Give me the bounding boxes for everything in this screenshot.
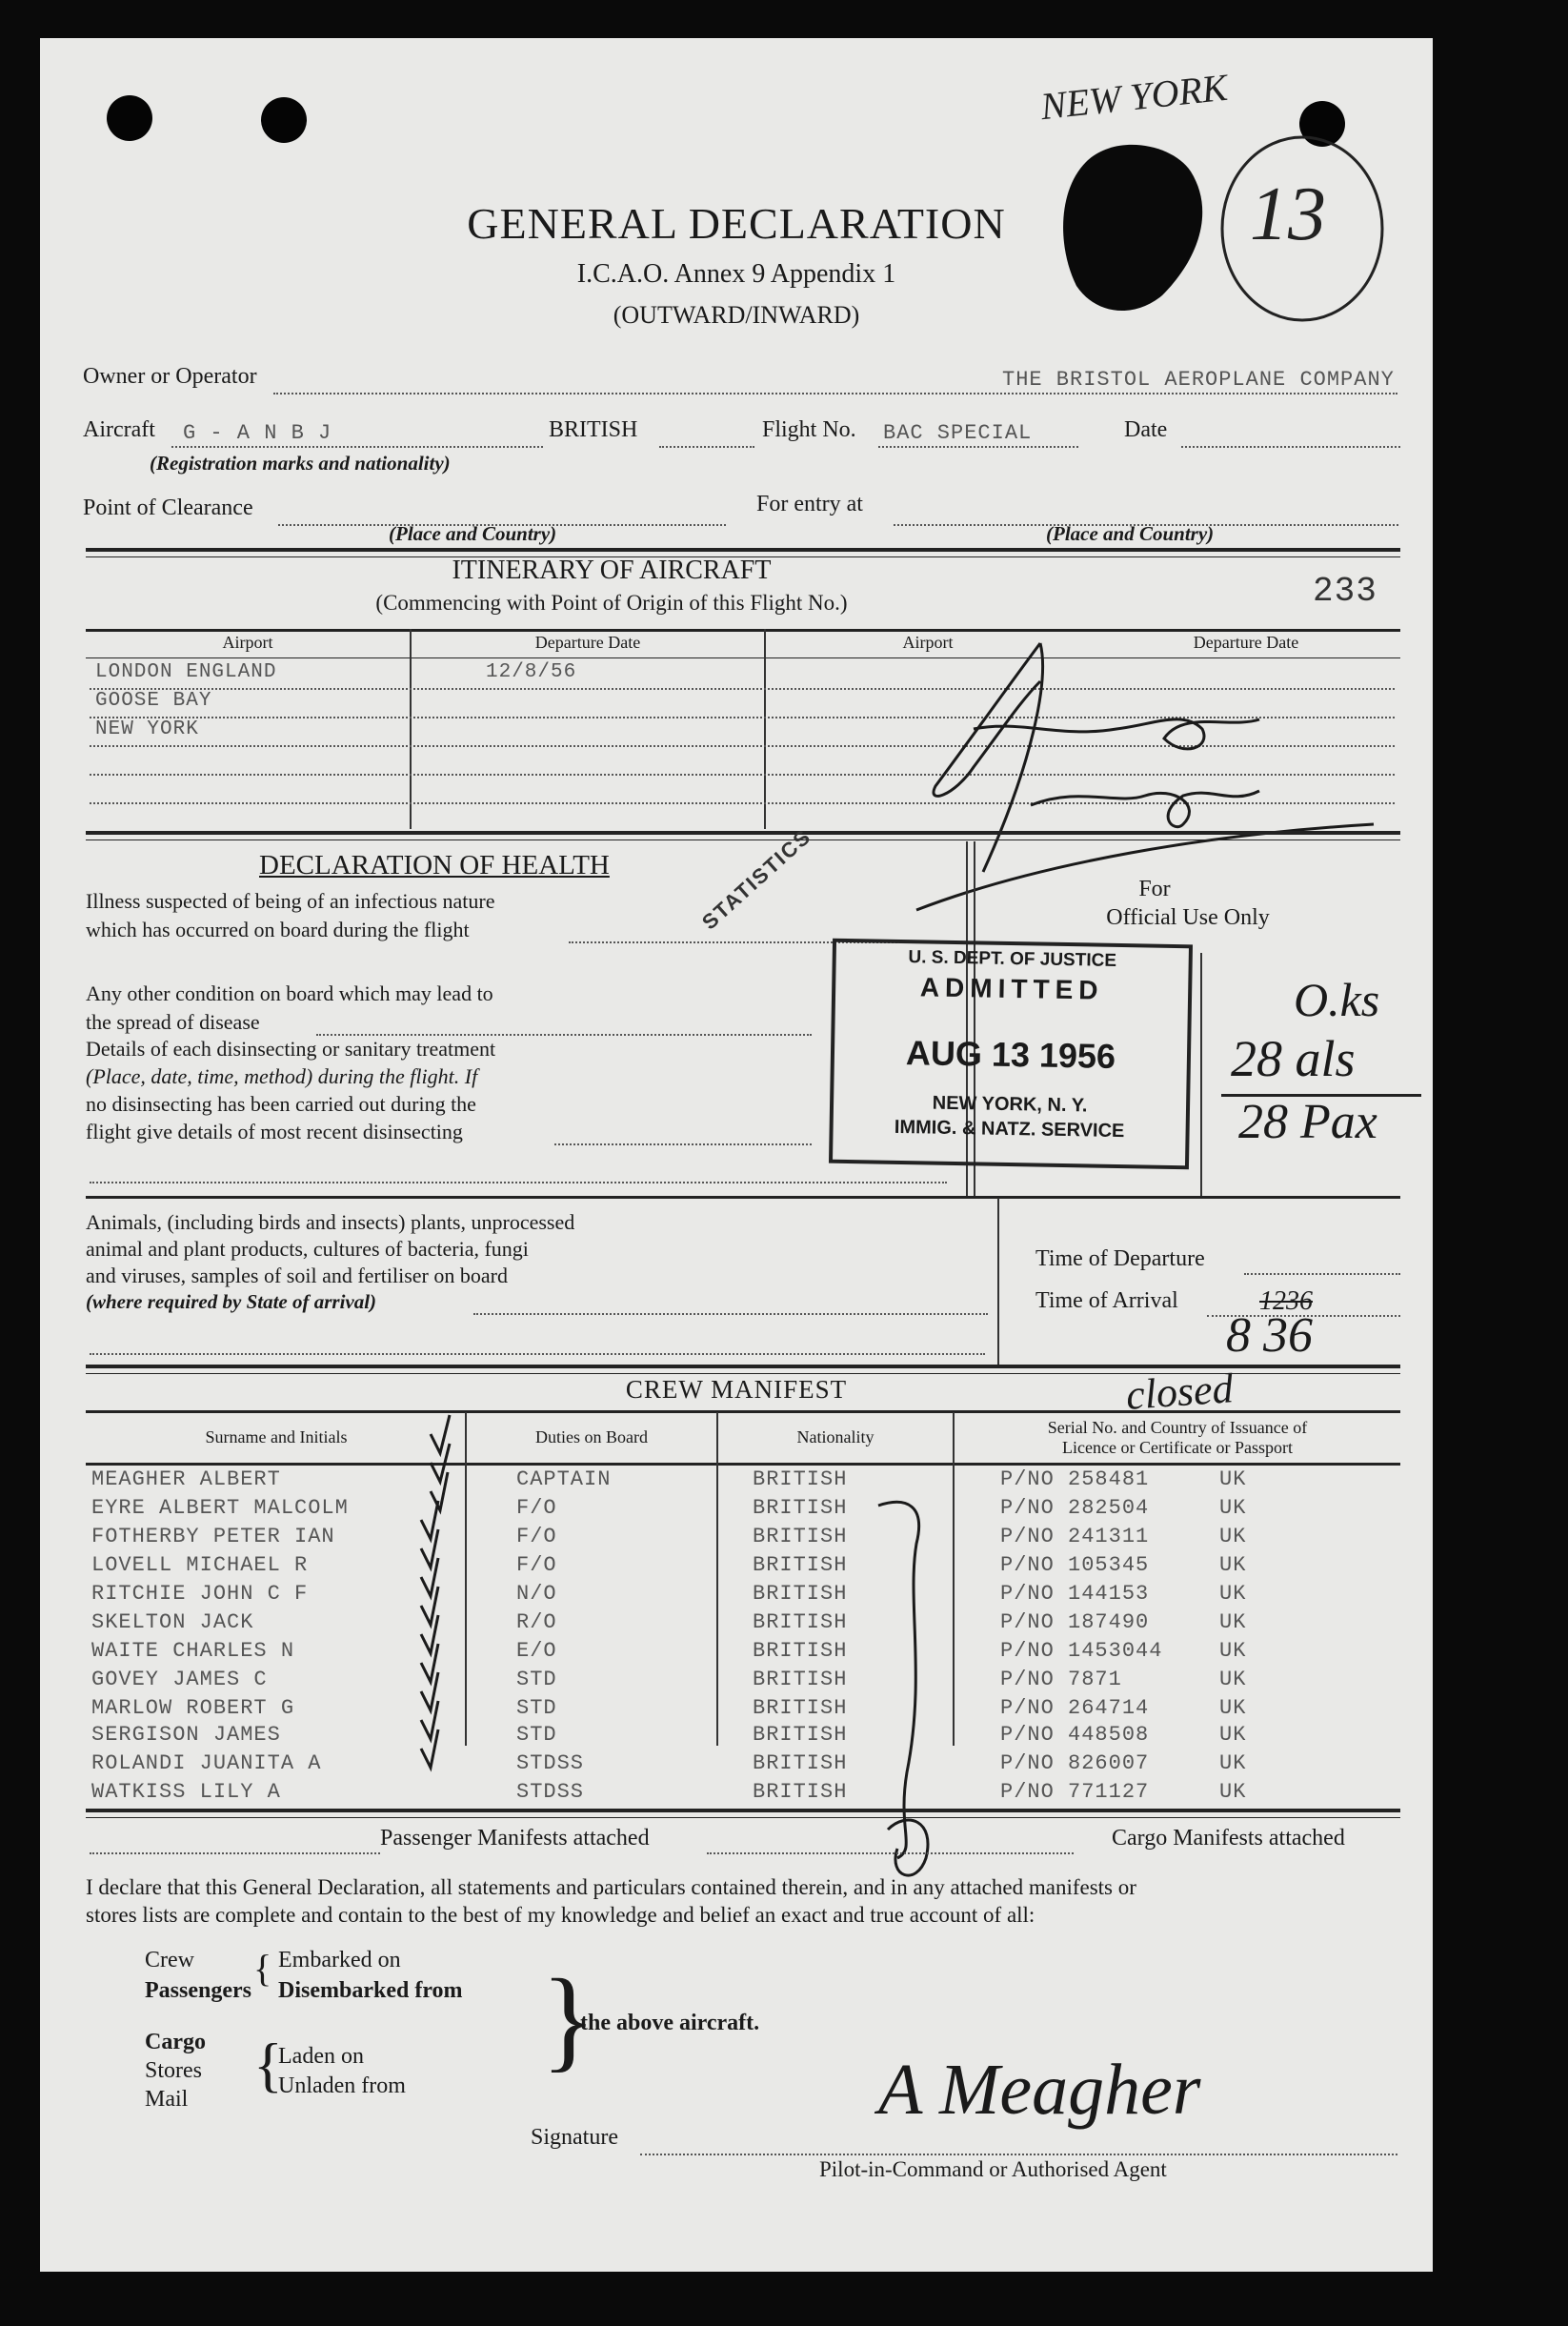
form-title: GENERAL DECLARATION [467,199,1006,248]
clearance-label: Point of Clearance [83,496,253,520]
crew-country: UK [1219,1496,1247,1520]
crew-country: UK [1219,1639,1247,1663]
flight-label: Flight No. [762,417,856,442]
circled-number: 13 [1250,172,1326,256]
crew-country: UK [1219,1780,1247,1804]
stores-item: Stores [145,2058,202,2083]
crew-serial: P/NO 105345 [1000,1553,1150,1577]
crew-duty: R/O [516,1610,557,1634]
animals-line3: and viruses, samples of soil and fertiliser on board [86,1264,508,1287]
crew-country: UK [1219,1751,1247,1775]
crew-name: ROLANDI JUANITA A [91,1751,322,1775]
passengers-item: Passengers [145,1978,251,2003]
crew-serial: P/NO 144153 [1000,1582,1150,1606]
embarked-item: Embarked on [278,1948,401,1972]
crew-duty: STD [516,1723,557,1747]
crew-name: MEAGHER ALBERT [91,1467,281,1491]
crew-col-nationality: Nationality [796,1427,874,1446]
crew-duty: E/O [516,1639,557,1663]
crew-nationality: BRITISH [753,1525,848,1548]
crew-name: WAITE CHARLES N [91,1639,295,1663]
arrival-label: Time of Arrival [1035,1288,1178,1313]
crew-table [86,1466,1400,1742]
itinerary-subtitle: (Commencing with Point of Origin of this Flight No.) [375,591,848,615]
crew-name: RITCHIE JOHN C F [91,1582,309,1606]
crew-serial: P/NO 1453044 [1000,1639,1163,1663]
crew-col-serial-2: Licence or Certificate or Passport [1062,1438,1293,1457]
aircraft-label: Aircraft [83,417,155,442]
table-row [86,1466,1400,1494]
crew-col-serial-1: Serial No. and Country of Issuance of [1047,1418,1308,1437]
crew-duty: STD [516,1696,557,1720]
animals-line1: Animals, (including birds and insects) plants, unprocessed [86,1210,575,1234]
crew-nationality: BRITISH [753,1582,848,1606]
crew-col-name: Surname and Initials [205,1427,348,1446]
itinerary-stamp-number: 233 [1313,572,1377,611]
crew-name: EYRE ALBERT MALCOLM [91,1496,349,1520]
health-disinsect-line3: no disinsecting has been carried out during the [86,1092,476,1116]
crew-nationality: BRITISH [753,1639,848,1663]
itinerary-title: ITINERARY OF AIRCRAFT [452,556,772,585]
arrival-struck-time: 1236 [1259,1286,1313,1316]
crew-bracket-scrawl [869,1487,955,1887]
clearance-caption: (Place and Country) [389,522,557,545]
table-row [86,1666,1400,1694]
crew-country: UK [1219,1610,1247,1634]
stamp-date: AUG 13 1956 [905,1033,1116,1076]
itinerary-airport-2: GOOSE BAY [95,690,212,712]
crew-serial: P/NO 264714 [1000,1696,1150,1720]
declaration-line1: I declare that this General Declaration, all statements and particulars contained therein, and in any attached manifests or [86,1875,1136,1899]
crew-nationality: BRITISH [753,1668,848,1691]
table-row [86,1723,1400,1751]
crew-nationality: BRITISH [753,1696,848,1720]
owner-label: Owner or Operator [83,364,257,389]
crew-item: Crew [145,1948,194,1972]
crew-check-marks [392,1410,488,1820]
nationality-value: BRITISH [549,417,638,442]
aircraft-value: G - A N B J [183,421,332,445]
signature-label: Signature [531,2125,618,2150]
table-row [86,1637,1400,1666]
health-condition-line1: Any other condition on board which may lead to [86,981,493,1005]
crew-serial: P/NO 826007 [1000,1751,1150,1775]
above-aircraft: the above aircraft. [580,2011,760,2035]
table-row [86,1608,1400,1637]
crew-country: UK [1219,1723,1247,1747]
crew-nationality: BRITISH [753,1751,848,1775]
unladen-item: Unladen from [278,2073,406,2098]
crew-duty: CAPTAIN [516,1467,612,1491]
crew-country: UK [1219,1467,1247,1491]
laden-item: Laden on [278,2044,364,2069]
table-row [86,1551,1400,1580]
crew-nationality: BRITISH [753,1780,848,1804]
crew-serial: P/NO 448508 [1000,1723,1150,1747]
crew-nationality: BRITISH [753,1467,848,1491]
official-note-2: 28 als [1231,1030,1356,1087]
owner-value: THE BRISTOL AEROPLANE COMPANY [1002,368,1395,392]
form-direction: (OUTWARD/INWARD) [613,301,860,329]
statistics-stamp: STATISTICS [696,823,816,935]
health-illness-line1: Illness suspected of being of an infectious nature [86,889,495,913]
itinerary-date-1: 12/8/56 [486,661,577,683]
animals-line2: animal and plant products, cultures of bacteria, fungi [86,1237,529,1261]
official-note-3: 28 Pax [1238,1095,1377,1149]
crew-nationality: BRITISH [753,1610,848,1634]
health-illness-line2: which has occurred on board during the flight [86,918,470,941]
crew-duty: F/O [516,1525,557,1548]
cargo-item: Cargo [145,2030,206,2054]
date-label: Date [1124,417,1168,442]
health-disinsect-line2: (Place, date, time, method) during the flight. If [86,1064,478,1088]
declaration-line2: stores lists are complete and contain to the best of my knowledge and belief an exact and true account of all: [86,1903,1035,1927]
passenger-manifests-label: Passenger Manifests attached [380,1826,650,1851]
crew-duty: F/O [516,1496,557,1520]
declaration-page: NEW YORK 13 GENERAL DECLARATION I.C.A.O. Annex 9 Appendix 1 (OUTWARD/INWARD) Owner or Operator THE BRISTOL AEROPLANE COMPANY Aircraft G - A N B J BRITISH Flight No. BAC SPECIAL Date (Registration marks and nationality) Point of Clearance For entry at (Place and Country) (Place and Country) ITINERARY OF AIRCRAFT (Commencing with Point of Origin of this Flight No.) 233 Airport Departure Date Airport Departure Date LONDON ENGLAND 12/8/56 GOOSE BAY NEW YORK DECLARATION OF HEALTH Illness suspected of being of an infectious nature which has occurred on board during the flight STATISTICS For Official Use Only Any other condition on board which may lead to the spread of disease Details of each disinsecting or sanitary treatment (Place, date, time, method) during the flight. If no disinsecting has been carried out during the flight give details of most recent disinsecting U. S. DEPT. OF JUSTICE ADMITTED AUG 13 1956 NEW YORK, N. Y. IMMIG. & NATZ. SERVICE O.ks 28 als 28 Pax Animals, (including birds and insects) plants, unprocessed animal and plant products, cultures of bacteria, fungi and viruses, samples of soil and fertiliser on board (where required by State of arrival) Time of Departure Time of Arrival 1236 8 36 CREW MANIFEST closed Surname and Initials Duties on Board Nationality Serial No. and Country of Issuance of Licence or Certificate or Passport MEAGHER ALBERT CAPTAIN BRITISH P/NO 258481 UK EYRE ALBERT MALCOLM F/O BRITISH P/NO 282504 UK FOTHERBY PETER IAN F/O BRITISH P/NO 241311 UK LOVELL MICHAEL R F/O BRITISH P/NO 105345 UK RITCHIE JOHN C F N/O BRITISH P/NO 144153 UK SKELTON JACK R/O BRITISH P/NO 187490 UK WAITE CHARLES N E/O BRITISH P/NO 1453044 UK GOVEY JAMES C STD BRITISH P/NO 7871 UK MARLOW ROBERT G STD BRITISH P/NO 264714 UK SERGISON JAMES STD BRITISH P/NO 448508 UK ROLANDI JUANITA A STDSS BRITISH P/NO 826007 UK WATKISS LILY A STDSS BRITISH P/NO 771127 UK Passenger Manifests attached Cargo Manifests attached I declare that this General Declaration, all statements and particulars contained therein, and in any attached manifests or stores lists are complete and contain to the best of my knowledge and belief an exact and true account of all: Crew Passengers { Embarked on Disembarked from Cargo Stores Mail { Laden on Unladen from } the above aircraft. Signature A Meagher Pilot-in-Command or Authorised Agent [40,38,1433,2272]
official-label-1: For [1138,877,1171,901]
health-disinsect-line4: flight give details of most recent disinsecting [86,1120,463,1143]
punch-hole-left [107,95,152,141]
aircraft-caption: (Registration marks and nationality) [150,452,451,475]
entry-caption: (Place and Country) [1046,522,1215,545]
crew-country: UK [1219,1582,1247,1606]
health-disinsect-line1: Details of each disinsecting or sanitary treatment [86,1037,496,1061]
table-row [86,1523,1400,1551]
crew-duty: STDSS [516,1780,585,1804]
disembarked-item: Disembarked from [278,1978,463,2003]
crew-country: UK [1219,1668,1247,1691]
stamp-line5: IMMIG. & NATZ. SERVICE [894,1116,1125,1143]
official-note-1: O.ks [1294,973,1380,1026]
crew-nationality: BRITISH [753,1553,848,1577]
pilot-caption: Pilot-in-Command or Authorised Agent [819,2157,1167,2181]
crew-duty: F/O [516,1553,557,1577]
corner-note: NEW YORK [1038,65,1230,129]
table-row [86,1494,1400,1523]
flight-value: BAC SPECIAL [883,421,1033,445]
crew-country: UK [1219,1553,1247,1577]
entry-label: For entry at [756,492,863,516]
crew-serial: P/NO 187490 [1000,1610,1150,1634]
crew-serial: P/NO 282504 [1000,1496,1150,1520]
itinerary-col-airport: Airport [222,633,273,652]
cargo-manifests-label: Cargo Manifests attached [1112,1826,1345,1851]
punch-hole-middle [261,97,307,143]
itinerary-col-departure: Departure Date [534,633,641,652]
table-row [86,1751,1400,1780]
crew-duty: STDSS [516,1751,585,1775]
crew-serial: P/NO 258481 [1000,1467,1150,1491]
crew-serial: P/NO 771127 [1000,1780,1150,1804]
pilot-signature: A Meagher [878,2050,1201,2130]
crew-nationality: BRITISH [753,1723,848,1747]
admitted-stamp [829,939,1193,1170]
official-label-2: Official Use Only [1106,905,1270,930]
stamp-line1: U. S. DEPT. OF JUSTICE [908,947,1117,971]
crew-name: SKELTON JACK [91,1610,254,1634]
crew-duty: STD [516,1668,557,1691]
crew-name: LOVELL MICHAEL R [91,1553,309,1577]
crew-col-duties: Duties on Board [535,1427,648,1446]
crew-title: CREW MANIFEST [625,1375,848,1404]
itinerary-airport-1: LONDON ENGLAND [95,661,277,683]
crew-name: WATKISS LILY A [91,1780,281,1804]
health-title: DECLARATION OF HEALTH [259,850,610,880]
itinerary-col-departure-2: Departure Date [1193,633,1299,652]
table-row [86,1694,1400,1723]
table-row [86,1580,1400,1608]
crew-name: GOVEY JAMES C [91,1668,268,1691]
crew-name: SERGISON JAMES [91,1723,281,1747]
itinerary-col-airport-2: Airport [902,633,954,652]
crew-nationality: BRITISH [753,1496,848,1520]
health-condition-line2: the spread of disease [86,1010,260,1034]
stamp-line2: ADMITTED [919,972,1104,1005]
stamp-line4: NEW YORK, N. Y. [932,1092,1088,1117]
closed-note: closed [1124,1365,1235,1419]
mail-item: Mail [145,2087,189,2112]
crew-name: MARLOW ROBERT G [91,1696,295,1720]
crew-duty: N/O [516,1582,557,1606]
crew-name: FOTHERBY PETER IAN [91,1525,335,1548]
crew-country: UK [1219,1525,1247,1548]
itinerary-airport-3: NEW YORK [95,718,199,740]
form-subtitle: I.C.A.O. Annex 9 Appendix 1 [576,259,896,289]
arrival-hand-time: 8 36 [1226,1308,1313,1363]
crew-country: UK [1219,1696,1247,1720]
crew-serial: P/NO 7871 [1000,1668,1122,1691]
table-row [86,1780,1400,1809]
departure-label: Time of Departure [1035,1246,1205,1271]
crew-serial: P/NO 241311 [1000,1525,1150,1548]
animals-line4: (where required by State of arrival) [86,1290,377,1313]
